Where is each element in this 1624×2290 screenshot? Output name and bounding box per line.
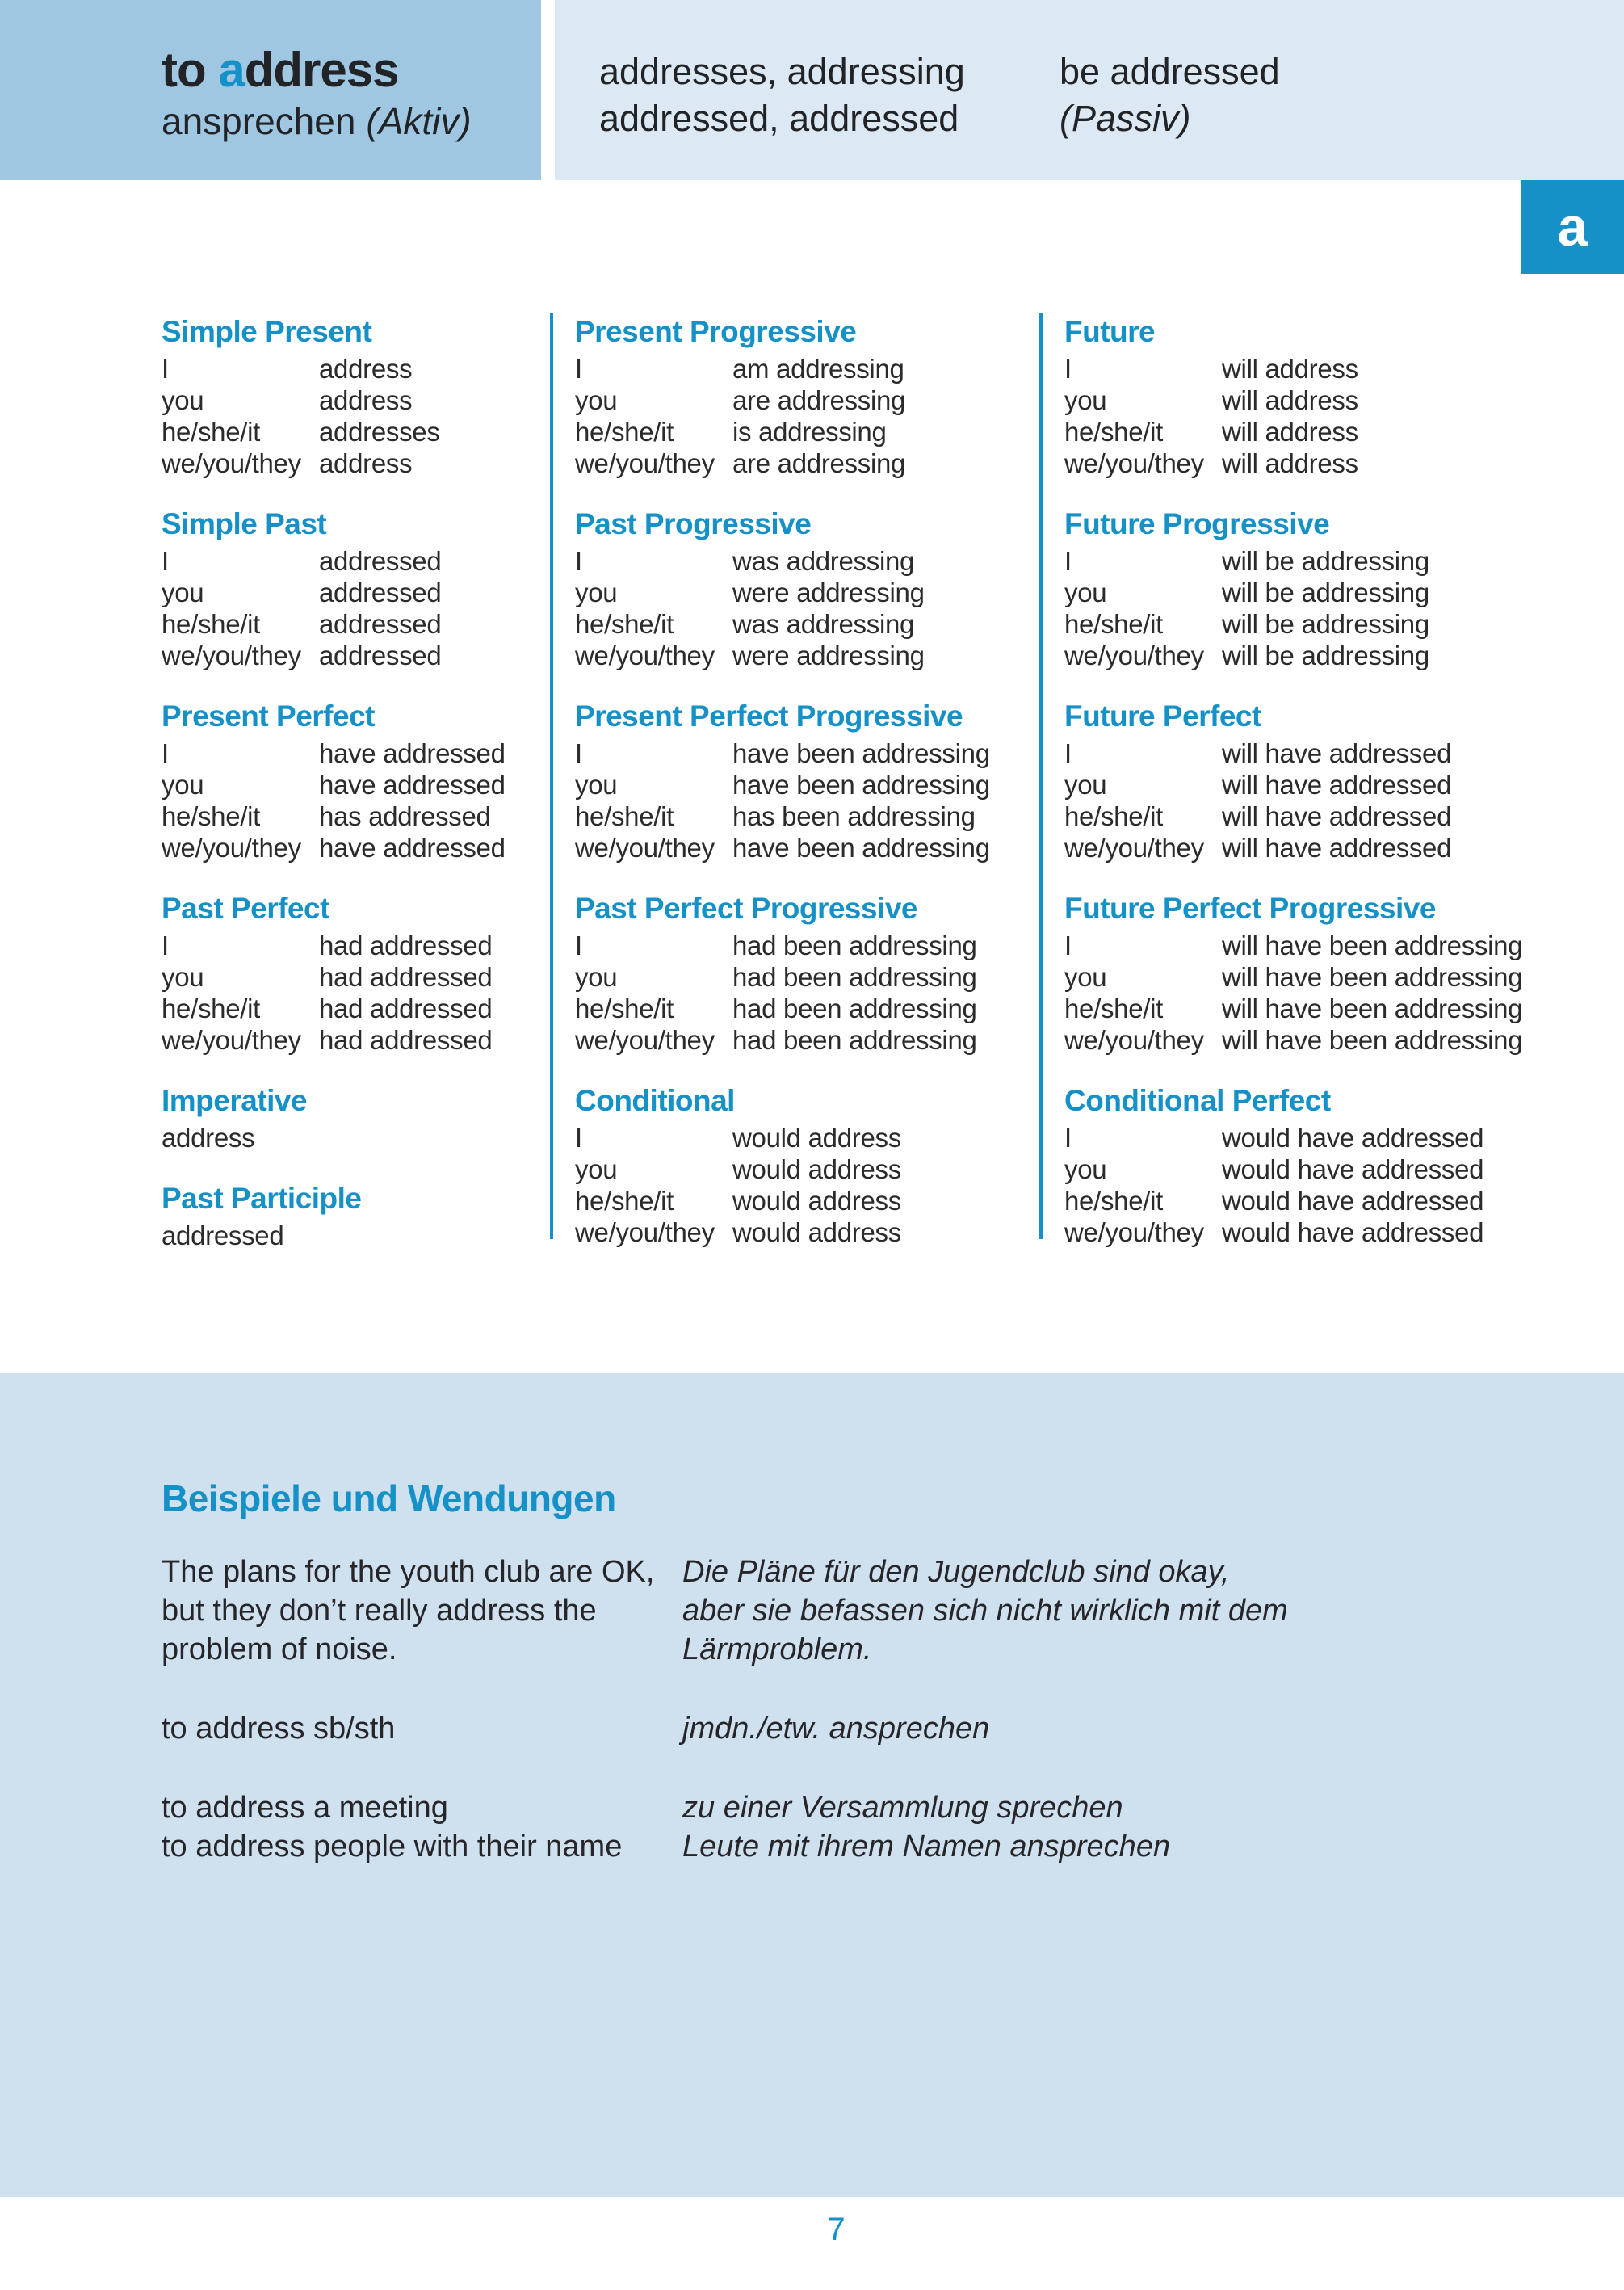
person-label: we/you/they bbox=[575, 641, 715, 670]
person-label: we/you/they bbox=[575, 448, 715, 478]
conjugation-row bbox=[162, 961, 545, 993]
person-label: I bbox=[575, 354, 582, 384]
person-label: he/she/it bbox=[162, 417, 261, 447]
verb-form: addressed bbox=[319, 546, 442, 576]
conjugation-row bbox=[575, 832, 1031, 863]
person-label: he/she/it bbox=[162, 994, 261, 1023]
person-label: he/she/it bbox=[162, 609, 261, 639]
person-label: we/you/they bbox=[1064, 641, 1204, 670]
person-label: you bbox=[1064, 385, 1107, 415]
person-label: you bbox=[1064, 578, 1107, 607]
person-label: we/you/they bbox=[575, 833, 715, 863]
conjugation-row bbox=[162, 800, 545, 832]
conjugation-row bbox=[575, 800, 1031, 832]
person-label: you bbox=[575, 770, 618, 800]
verb-form: will address bbox=[1222, 385, 1358, 415]
conjugation-row bbox=[575, 416, 1031, 447]
conjugation-row bbox=[1064, 1185, 1618, 1216]
person-label: he/she/it bbox=[1064, 801, 1164, 831]
conjugation-row bbox=[575, 640, 1031, 671]
conjugation-row bbox=[575, 1153, 1031, 1185]
person-label: he/she/it bbox=[575, 417, 674, 447]
verb-form: am addressing bbox=[732, 354, 904, 384]
verb-form: will be addressing bbox=[1222, 546, 1429, 576]
person-label: we/you/they bbox=[162, 448, 301, 478]
conjugation-row bbox=[575, 1185, 1031, 1216]
conjugation-row bbox=[575, 1122, 1031, 1153]
person-label: you bbox=[1064, 770, 1107, 800]
tense-title: Past Perfect Progressive bbox=[575, 892, 918, 925]
person-label: I bbox=[1064, 738, 1072, 768]
column-separator bbox=[1039, 313, 1043, 1239]
verb-form: addressed bbox=[319, 641, 442, 670]
person-label: he/she/it bbox=[575, 609, 674, 639]
tense-section bbox=[1064, 893, 1618, 1056]
translation-text: ansprechen bbox=[162, 100, 356, 142]
verb-form: have addressed bbox=[319, 738, 506, 768]
verb-form: addresses bbox=[319, 417, 440, 447]
verb-highlight-letter: a bbox=[218, 43, 245, 97]
verb-form: has addressed bbox=[319, 801, 491, 831]
verb-form: will have addressed bbox=[1222, 738, 1452, 768]
tense-title: Simple Past bbox=[162, 507, 327, 540]
principal-forms bbox=[599, 48, 1015, 180]
example-row bbox=[162, 1709, 1624, 1748]
conjugation-row bbox=[1064, 993, 1618, 1024]
verb-form: has been addressing bbox=[732, 801, 976, 831]
conjugation-row bbox=[575, 384, 1031, 416]
verb-form: address bbox=[319, 354, 413, 384]
person-label: we/you/they bbox=[1064, 833, 1204, 863]
verb-form: have addressed bbox=[319, 770, 506, 800]
tense-title: Present Perfect bbox=[162, 700, 375, 733]
conjugation-row bbox=[162, 384, 545, 416]
tense-title: Conditional Perfect bbox=[1064, 1084, 1331, 1117]
verb-form: have been addressing bbox=[732, 770, 990, 800]
person-label: you bbox=[1064, 962, 1107, 992]
conjugation-row bbox=[1064, 769, 1618, 800]
verb-form: were addressing bbox=[732, 578, 925, 607]
conjugation-row bbox=[1064, 961, 1618, 993]
header-verb-panel bbox=[0, 0, 541, 180]
verb-form: addressed bbox=[162, 1221, 284, 1250]
conjugation-row bbox=[575, 353, 1031, 384]
person-label: I bbox=[575, 1123, 582, 1153]
tense-section bbox=[162, 893, 545, 1056]
verb-form: would have addressed bbox=[1222, 1217, 1484, 1247]
tense-section bbox=[1064, 1085, 1618, 1248]
verb-form: will address bbox=[1222, 448, 1358, 478]
person-label: he/she/it bbox=[575, 994, 674, 1023]
tense-title: Present Progressive bbox=[575, 315, 857, 348]
conjugation-row bbox=[1064, 384, 1618, 416]
conjugation-row bbox=[1064, 608, 1618, 640]
tense-section bbox=[162, 1183, 545, 1251]
person-label: you bbox=[162, 962, 204, 992]
conjugation-row bbox=[575, 1216, 1031, 1248]
conjugation-row bbox=[575, 545, 1031, 577]
person-label: we/you/they bbox=[1064, 448, 1204, 478]
verb-form: address bbox=[162, 1123, 255, 1153]
tense-title: Future Progressive bbox=[1064, 507, 1330, 540]
person-label: you bbox=[575, 578, 618, 607]
verb-form: will have been addressing bbox=[1222, 931, 1523, 960]
conjugation-row bbox=[575, 608, 1031, 640]
person-label: I bbox=[162, 354, 169, 384]
person-label: he/she/it bbox=[1064, 417, 1164, 447]
conjugation-row bbox=[1064, 447, 1618, 479]
person-label: he/she/it bbox=[1064, 609, 1164, 639]
conjugation-row bbox=[1064, 1153, 1618, 1185]
tense-section bbox=[575, 893, 1031, 1056]
conjugation-row bbox=[575, 1024, 1031, 1056]
person-label: I bbox=[1064, 1123, 1072, 1153]
person-label: I bbox=[1064, 354, 1072, 384]
person-label: I bbox=[162, 931, 169, 960]
tense-title: Past Participle bbox=[162, 1182, 362, 1215]
example-german: zu einer Versammlung sprechen Leute mit ihrem Namen ansprechen bbox=[682, 1791, 1171, 1864]
conjugation-row bbox=[1064, 800, 1618, 832]
example-english: to address sb/sth bbox=[162, 1712, 396, 1746]
person-label: I bbox=[1064, 931, 1072, 960]
person-label: we/you/they bbox=[162, 641, 301, 670]
conjugation-row bbox=[162, 769, 545, 800]
person-label: we/you/they bbox=[162, 833, 301, 863]
person-label: you bbox=[162, 385, 204, 415]
verb-form: would have addressed bbox=[1222, 1154, 1484, 1184]
conjugation-row bbox=[162, 608, 545, 640]
conjugation-row bbox=[162, 832, 545, 863]
conjugation-row bbox=[1064, 930, 1618, 961]
verb-form: were addressing bbox=[732, 641, 925, 670]
conjugation-row bbox=[162, 545, 545, 577]
conjugation-row bbox=[162, 930, 545, 961]
verb-form: had addressed bbox=[319, 962, 493, 992]
verb-form: have been addressing bbox=[732, 833, 990, 863]
voice-note-passive: (Passiv) bbox=[1060, 98, 1191, 139]
verb-form: will be addressing bbox=[1222, 641, 1429, 670]
conjugation-row bbox=[575, 769, 1031, 800]
conjugation-row bbox=[575, 961, 1031, 993]
example-row bbox=[162, 1553, 1624, 1669]
tense-section bbox=[575, 316, 1031, 479]
conjugation-row bbox=[1064, 737, 1618, 769]
conjugation-row bbox=[162, 640, 545, 671]
person-label: he/she/it bbox=[162, 801, 261, 831]
person-label: I bbox=[162, 546, 169, 576]
person-label: he/she/it bbox=[1064, 994, 1164, 1023]
verb-form: will address bbox=[1222, 417, 1358, 447]
verb-form: was addressing bbox=[732, 609, 915, 639]
person-label: you bbox=[575, 1154, 618, 1184]
verb-translation bbox=[162, 100, 541, 142]
verb-form: would have addressed bbox=[1222, 1186, 1484, 1216]
verb-form: would address bbox=[732, 1123, 901, 1153]
person-label: we/you/they bbox=[1064, 1025, 1204, 1055]
tense-title: Conditional bbox=[575, 1084, 735, 1117]
person-label: I bbox=[575, 931, 582, 960]
verb-form: was addressing bbox=[732, 546, 915, 576]
header-forms-panel bbox=[555, 0, 1624, 180]
tense-title: Past Perfect bbox=[162, 892, 329, 925]
verb-form: had addressed bbox=[319, 1025, 493, 1055]
tense-title: Simple Present bbox=[162, 315, 372, 348]
verb-form: will have been addressing bbox=[1222, 994, 1523, 1023]
person-label: you bbox=[162, 578, 204, 607]
conjugation-row bbox=[1064, 1216, 1618, 1248]
tense-section bbox=[162, 316, 545, 479]
example-english: to address a meeting to address people with their name bbox=[162, 1791, 623, 1864]
tense-section bbox=[162, 1085, 545, 1153]
verb-title bbox=[162, 45, 541, 95]
conjugation-row bbox=[1064, 1122, 1618, 1153]
example-english: The plans for the youth club are OK, but they don’t really address the problem of noise. bbox=[162, 1555, 655, 1666]
verb-form: had addressed bbox=[319, 994, 493, 1023]
verb-form: will have addressed bbox=[1222, 833, 1452, 863]
example-row bbox=[162, 1788, 1624, 1866]
person-label: we/you/they bbox=[1064, 1217, 1204, 1247]
person-label: he/she/it bbox=[575, 801, 674, 831]
verb-form: had been addressing bbox=[732, 962, 977, 992]
conjugation-column-2 bbox=[575, 316, 1031, 1277]
verb-form: will address bbox=[1222, 354, 1358, 384]
verb-form: will have been addressing bbox=[1222, 1025, 1523, 1055]
conjugation-column-1 bbox=[162, 316, 545, 1280]
conjugation-column-3 bbox=[1064, 316, 1618, 1277]
person-label: you bbox=[162, 770, 204, 800]
example-german: Die Pläne für den Jugendclub sind okay, aber sie befassen sich nicht wirklich mit dem Lärmproblem. bbox=[682, 1555, 1288, 1666]
forms-line-1: addresses, addressing bbox=[599, 51, 965, 92]
tense-title: Future Perfect Progressive bbox=[1064, 892, 1436, 925]
conjugation-row bbox=[162, 447, 545, 479]
tense-title: Future Perfect bbox=[1064, 700, 1261, 733]
verb-form: are addressing bbox=[732, 385, 906, 415]
verb-form: will be addressing bbox=[1222, 578, 1429, 607]
examples-section bbox=[0, 1373, 1624, 2197]
conjugation-row bbox=[162, 416, 545, 447]
tense-section bbox=[162, 508, 545, 671]
person-label: you bbox=[575, 962, 618, 992]
column-separator bbox=[550, 313, 553, 1239]
conjugation-row bbox=[575, 737, 1031, 769]
verb-form: would address bbox=[732, 1217, 901, 1247]
conjugation-row bbox=[575, 577, 1031, 608]
conjugation-row bbox=[162, 577, 545, 608]
verb-prefix: to bbox=[162, 43, 219, 97]
conjugation-row bbox=[1064, 1024, 1618, 1056]
tense-section bbox=[1064, 316, 1618, 479]
verb-form: had addressed bbox=[319, 931, 493, 960]
verb-form: would address bbox=[732, 1154, 901, 1184]
conjugation-row bbox=[162, 993, 545, 1024]
examples-title: Beispiele und Wendungen bbox=[162, 1477, 616, 1519]
conjugation-row bbox=[162, 1122, 545, 1153]
examples-rows bbox=[0, 1519, 1624, 1866]
verb-form: would address bbox=[732, 1186, 901, 1216]
verb-form: would have addressed bbox=[1222, 1123, 1484, 1153]
voice-note-active: (Aktiv) bbox=[366, 100, 472, 142]
page-number: 7 bbox=[827, 2212, 846, 2247]
verb-form: will have addressed bbox=[1222, 770, 1452, 800]
conjugation-row bbox=[1064, 577, 1618, 608]
conjugation-row bbox=[1064, 545, 1618, 577]
verb-form: addressed bbox=[319, 609, 442, 639]
person-label: I bbox=[575, 546, 582, 576]
person-label: we/you/they bbox=[162, 1025, 301, 1055]
verb-form: are addressing bbox=[732, 448, 906, 478]
verb-form: had been addressing bbox=[732, 1025, 977, 1055]
conjugation-row bbox=[1064, 353, 1618, 384]
person-label: you bbox=[1064, 1154, 1107, 1184]
tense-section bbox=[1064, 508, 1618, 671]
tense-section bbox=[575, 508, 1031, 671]
tense-section bbox=[1064, 700, 1618, 863]
person-label: you bbox=[575, 385, 618, 415]
verb-form: had been addressing bbox=[732, 994, 977, 1023]
conjugation-row bbox=[162, 353, 545, 384]
verb-form: will be addressing bbox=[1222, 609, 1429, 639]
person-label: we/you/they bbox=[575, 1217, 715, 1247]
conjugation-row bbox=[1064, 832, 1618, 863]
tense-section bbox=[162, 700, 545, 863]
tense-section bbox=[575, 700, 1031, 863]
conjugation-row bbox=[1064, 416, 1618, 447]
person-label: he/she/it bbox=[1064, 1186, 1164, 1216]
verb-form: had been addressing bbox=[732, 931, 977, 960]
person-label: he/she/it bbox=[575, 1186, 674, 1216]
verb-form: is addressing bbox=[732, 417, 887, 447]
verb-form: have been addressing bbox=[732, 738, 990, 768]
alphabet-tab: a bbox=[1521, 180, 1624, 274]
passive-forms bbox=[1060, 48, 1280, 180]
conjugation-row bbox=[162, 1024, 545, 1056]
verb-rest: ddress bbox=[244, 43, 399, 97]
conjugation-row bbox=[575, 930, 1031, 961]
verb-form: will have been addressing bbox=[1222, 962, 1523, 992]
tense-section bbox=[575, 1085, 1031, 1248]
verb-form: have addressed bbox=[319, 833, 506, 863]
conjugation-row bbox=[575, 447, 1031, 479]
forms-line-2: addressed, addressed bbox=[599, 98, 959, 139]
verb-form: addressed bbox=[319, 578, 442, 607]
person-label: I bbox=[162, 738, 169, 768]
passive-line-1: be addressed bbox=[1060, 51, 1280, 92]
conjugation-row bbox=[1064, 640, 1618, 671]
tense-title: Imperative bbox=[162, 1084, 308, 1117]
tense-title: Present Perfect Progressive bbox=[575, 700, 963, 733]
conjugation-row bbox=[575, 993, 1031, 1024]
person-label: we/you/they bbox=[575, 1025, 715, 1055]
person-label: I bbox=[575, 738, 582, 768]
conjugation-row bbox=[162, 1220, 545, 1251]
conjugation-row bbox=[162, 737, 545, 769]
example-german: jmdn./etw. ansprechen bbox=[682, 1712, 990, 1746]
verb-form: will have addressed bbox=[1222, 801, 1452, 831]
tense-title: Future bbox=[1064, 315, 1156, 348]
verb-form: address bbox=[319, 448, 413, 478]
tense-title: Past Progressive bbox=[575, 507, 812, 540]
person-label: I bbox=[1064, 546, 1072, 576]
verb-form: address bbox=[319, 385, 413, 415]
